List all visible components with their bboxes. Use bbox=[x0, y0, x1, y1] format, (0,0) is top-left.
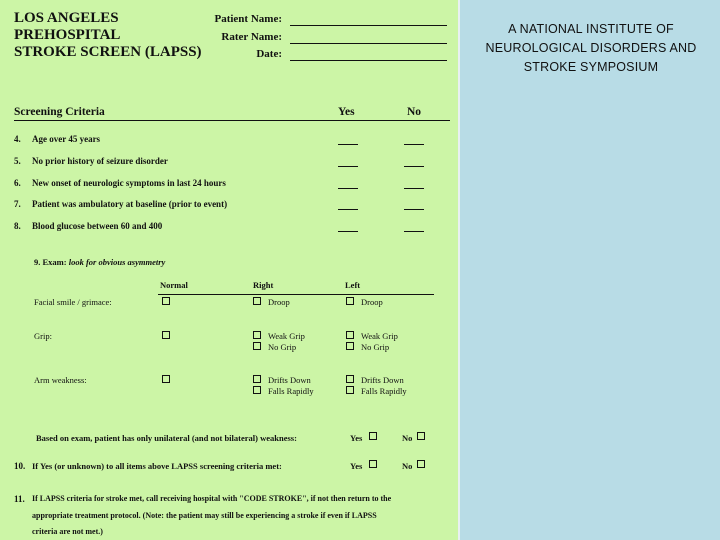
facial-left-droop-checkbox[interactable] bbox=[346, 297, 354, 305]
item11-line-2: appropriate treatment protocol. (Note: the patient may still be experiencing a stroke if even if LAPSS bbox=[32, 511, 377, 520]
criteria-number: 5. bbox=[14, 156, 21, 166]
criteria-text: Blood glucose between 60 and 400 bbox=[32, 221, 163, 231]
arm-left-drifts-checkbox[interactable] bbox=[346, 375, 354, 383]
grip-right-weak-label: Weak Grip bbox=[268, 331, 305, 341]
exam-col-left: Left bbox=[345, 280, 361, 290]
facial-right-droop-checkbox[interactable] bbox=[253, 297, 261, 305]
criteria-header-label: Screening Criteria bbox=[14, 106, 105, 118]
arm-right-drifts-checkbox[interactable] bbox=[253, 375, 261, 383]
criteria-no-blank[interactable] bbox=[404, 231, 424, 232]
arm-right-drifts-label: Drifts Down bbox=[268, 375, 311, 385]
criteria-header-no: No bbox=[407, 106, 422, 118]
arm-normal-checkbox[interactable] bbox=[162, 375, 170, 383]
criteria-header-yes: Yes bbox=[338, 106, 355, 118]
criteria-yes-blank[interactable] bbox=[338, 209, 358, 210]
item11-line-1: If LAPSS criteria for stroke met, call receiving hospital with "CODE STROKE", if not then return to the bbox=[32, 494, 392, 503]
exam-heading-italic: look for obvious asymmetry bbox=[68, 257, 166, 267]
criteria-no-blank[interactable] bbox=[404, 166, 424, 167]
symposium-title-line-2: NEUROLOGICAL DISORDERS AND bbox=[485, 41, 697, 55]
criteria-no-blank[interactable] bbox=[404, 209, 424, 210]
item10-no-label: No bbox=[402, 461, 413, 471]
criteria-number: 6. bbox=[14, 178, 21, 188]
criteria-text: Patient was ambulatory at baseline (prior to event) bbox=[32, 199, 228, 209]
rater-name-field[interactable] bbox=[290, 43, 447, 44]
item11-number: 11. bbox=[14, 494, 25, 504]
item10-yes-checkbox[interactable] bbox=[369, 460, 377, 468]
form-title-line-2: PREHOSPITAL bbox=[14, 27, 121, 43]
criteria-no-blank[interactable] bbox=[404, 188, 424, 189]
date-label: Date: bbox=[256, 48, 282, 60]
grip-left-none-label: No Grip bbox=[361, 342, 390, 352]
exam-heading-prefix: 9. Exam: bbox=[34, 257, 69, 267]
item11-line-3: criteria are not met.) bbox=[32, 527, 103, 536]
form-title-line-3: STROKE SCREEN (LAPSS) bbox=[14, 44, 202, 60]
exam-row-label-grip: Grip: bbox=[34, 331, 52, 341]
criteria-header-rule bbox=[14, 120, 450, 121]
arm-left-falls-label: Falls Rapidly bbox=[361, 386, 407, 396]
criteria-text: No prior history of seizure disorder bbox=[32, 156, 168, 166]
criteria-no-blank[interactable] bbox=[404, 144, 424, 145]
criteria-yes-blank[interactable] bbox=[338, 231, 358, 232]
criteria-number: 4. bbox=[14, 134, 21, 144]
exam-heading bbox=[34, 257, 165, 267]
item10-text: If Yes (or unknown) to all items above LAPSS screening criteria met: bbox=[32, 461, 282, 471]
unilateral-yes-checkbox[interactable] bbox=[369, 432, 377, 440]
facial-normal-checkbox[interactable] bbox=[162, 297, 170, 305]
exam-row-label-facial: Facial smile / grimace: bbox=[34, 297, 112, 307]
grip-right-weak-checkbox[interactable] bbox=[253, 331, 261, 339]
exam-row-label-arm: Arm weakness: bbox=[34, 375, 87, 385]
arm-right-falls-checkbox[interactable] bbox=[253, 386, 261, 394]
grip-right-none-label: No Grip bbox=[268, 342, 297, 352]
criteria-number: 8. bbox=[14, 221, 21, 231]
arm-left-drifts-label: Drifts Down bbox=[361, 375, 404, 385]
criteria-yes-blank[interactable] bbox=[338, 144, 358, 145]
arm-left-falls-checkbox[interactable] bbox=[346, 386, 354, 394]
patient-name-label: Patient Name: bbox=[214, 13, 282, 25]
facial-right-droop-label: Droop bbox=[268, 297, 290, 307]
rater-name-label: Rater Name: bbox=[221, 31, 282, 43]
arm-right-falls-label: Falls Rapidly bbox=[268, 386, 314, 396]
criteria-yes-blank[interactable] bbox=[338, 166, 358, 167]
exam-header-rule bbox=[158, 294, 434, 295]
unilateral-question: Based on exam, patient has only unilateral (and not bilateral) weakness: bbox=[36, 433, 297, 443]
symposium-title bbox=[472, 20, 710, 77]
exam-col-right: Right bbox=[253, 280, 274, 290]
symposium-title-line-1: A NATIONAL INSTITUTE OF bbox=[508, 22, 674, 36]
criteria-yes-blank[interactable] bbox=[338, 188, 358, 189]
patient-name-field[interactable] bbox=[290, 25, 447, 26]
grip-normal-checkbox[interactable] bbox=[162, 331, 170, 339]
grip-left-weak-checkbox[interactable] bbox=[346, 331, 354, 339]
unilateral-no-checkbox[interactable] bbox=[417, 432, 425, 440]
exam-col-normal: Normal bbox=[160, 280, 188, 290]
grip-right-none-checkbox[interactable] bbox=[253, 342, 261, 350]
sidebar-panel bbox=[462, 0, 720, 540]
unilateral-yes-label: Yes bbox=[350, 433, 363, 443]
criteria-text: Age over 45 years bbox=[32, 134, 101, 144]
form-title-line-1: LOS ANGELES bbox=[14, 10, 119, 26]
unilateral-no-label: No bbox=[402, 433, 413, 443]
date-field[interactable] bbox=[290, 60, 447, 61]
item10-yes-label: Yes bbox=[350, 461, 363, 471]
grip-left-none-checkbox[interactable] bbox=[346, 342, 354, 350]
item10-number: 10. bbox=[14, 461, 26, 471]
facial-left-droop-label: Droop bbox=[361, 297, 383, 307]
criteria-text: New onset of neurologic symptoms in last 24 hours bbox=[32, 178, 226, 188]
criteria-number: 7. bbox=[14, 199, 21, 209]
grip-left-weak-label: Weak Grip bbox=[361, 331, 398, 341]
symposium-title-line-3: STROKE SYMPOSIUM bbox=[523, 60, 659, 74]
item10-no-checkbox[interactable] bbox=[417, 460, 425, 468]
